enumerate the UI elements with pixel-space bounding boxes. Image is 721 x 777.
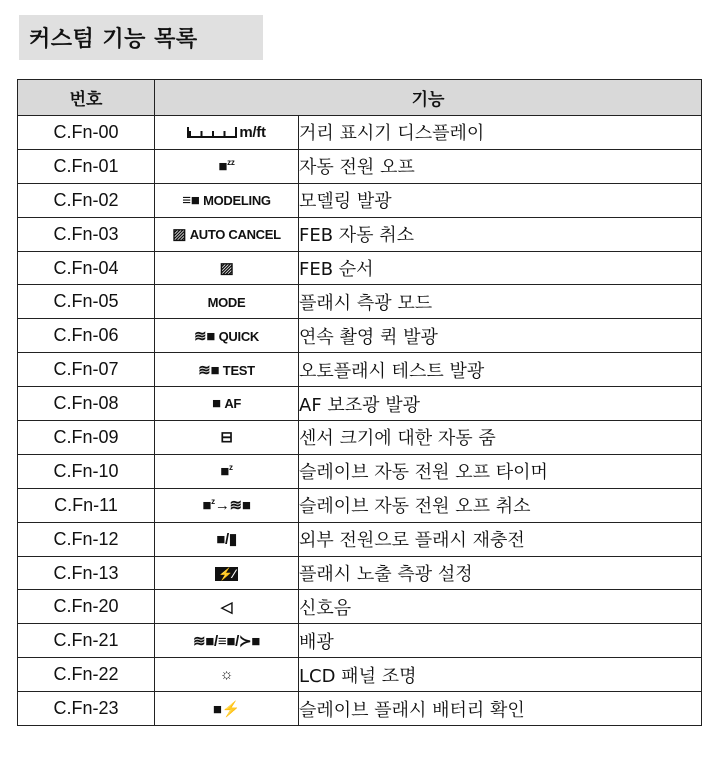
- fn-description: 외부 전원으로 플래시 재충전: [299, 522, 702, 556]
- custom-function-table: [17, 79, 702, 726]
- fn-code: C.Fn-21: [18, 624, 155, 658]
- feb-icon: ▨: [219, 260, 234, 277]
- header-number: 번호: [18, 80, 155, 116]
- fn-description: 플래시 측광 모드: [299, 285, 702, 319]
- fn-description: 슬레이브 플래시 배터리 확인: [299, 692, 702, 726]
- table-row: [18, 285, 702, 319]
- fn-code: C.Fn-03: [18, 217, 155, 251]
- table-row: [18, 183, 702, 217]
- modeling-flash-icon: ≡■: [182, 191, 200, 209]
- fn-icon-cell: [155, 590, 299, 624]
- fn-code: C.Fn-06: [18, 319, 155, 353]
- fn-icon-cell: [155, 454, 299, 488]
- fn-icon-cell: [155, 319, 299, 353]
- table-header-row: [18, 80, 702, 116]
- fn-description: 오토플래시 테스트 발광: [299, 353, 702, 387]
- table-row: [18, 556, 702, 590]
- fn-icon-cell: [155, 251, 299, 285]
- table-row: [18, 658, 702, 692]
- flash-exposure-metering-icon: ⚡⁄: [215, 567, 237, 581]
- icon-label: AF: [224, 396, 242, 412]
- fn-code: C.Fn-10: [18, 454, 155, 488]
- icon-label: MODELING: [203, 192, 271, 208]
- fn-code: C.Fn-23: [18, 692, 155, 726]
- fn-description: 슬레이브 자동 전원 오프 타이머: [299, 454, 702, 488]
- fn-icon-cell: [155, 658, 299, 692]
- fn-code: C.Fn-12: [18, 522, 155, 556]
- table-row: [18, 488, 702, 522]
- table-row: [18, 116, 702, 150]
- fn-icon-cell: [155, 149, 299, 183]
- table-row: [18, 149, 702, 183]
- fn-description: 신호음: [299, 590, 702, 624]
- fn-description: AF 보조광 발광: [299, 387, 702, 421]
- icon-label: TEST: [222, 362, 255, 378]
- fn-code: C.Fn-04: [18, 251, 155, 285]
- quick-flash-icon: ≋■: [193, 327, 216, 345]
- page-title-box: [19, 15, 263, 60]
- fn-description: 배광: [299, 624, 702, 658]
- fn-icon-cell: [155, 522, 299, 556]
- table-row: [18, 251, 702, 285]
- fn-code: C.Fn-20: [18, 590, 155, 624]
- fn-icon-cell: [155, 488, 299, 522]
- distance-scale-icon: [187, 127, 237, 138]
- fn-code: C.Fn-01: [18, 149, 155, 183]
- fn-code: C.Fn-09: [18, 421, 155, 455]
- table-row: [18, 319, 702, 353]
- fn-code: C.Fn-13: [18, 556, 155, 590]
- lcd-illumination-icon: ☼: [219, 666, 234, 684]
- fn-code: C.Fn-11: [18, 488, 155, 522]
- fn-description: 자동 전원 오프: [299, 149, 702, 183]
- table-row: [18, 421, 702, 455]
- fn-icon-cell: [155, 116, 299, 150]
- icon-label: MODE: [207, 294, 246, 310]
- table-row: [18, 624, 702, 658]
- fn-code: C.Fn-07: [18, 353, 155, 387]
- fn-description: FEB 자동 취소: [299, 217, 702, 251]
- test-flash-icon: ≋■: [198, 361, 220, 379]
- icon-label: QUICK: [218, 328, 259, 344]
- table-row: [18, 387, 702, 421]
- fn-description: 플래시 노출 측광 설정: [299, 556, 702, 590]
- table-row: [18, 217, 702, 251]
- fn-description: 센서 크기에 대한 자동 줌: [299, 421, 702, 455]
- fn-code: C.Fn-05: [18, 285, 155, 319]
- fn-description: LCD 패널 조명: [299, 658, 702, 692]
- fn-icon-cell: [155, 421, 299, 455]
- fn-code: C.Fn-02: [18, 183, 155, 217]
- table-row: [18, 454, 702, 488]
- feb-icon: ▨: [172, 226, 187, 244]
- table-row: [18, 692, 702, 726]
- slave-sleep-icon: ■$^z$: [220, 462, 233, 480]
- header-function: 기능: [155, 80, 702, 116]
- table-row: [18, 353, 702, 387]
- page-title: 커스텀 기능 목록: [29, 27, 198, 52]
- fn-icon-cell: [155, 217, 299, 251]
- fn-description: 슬레이브 자동 전원 오프 취소: [299, 488, 702, 522]
- flash-sleep-icon: ■$^{zz}$: [218, 157, 235, 175]
- fn-icon-cell: [155, 556, 299, 590]
- fn-icon-cell: [155, 387, 299, 421]
- table-row: [18, 590, 702, 624]
- sensor-size-icon: ⊟: [220, 429, 233, 447]
- fn-icon-cell: [155, 183, 299, 217]
- fn-code: C.Fn-08: [18, 387, 155, 421]
- fn-description: FEB 순서: [299, 251, 702, 285]
- fn-icon-cell: [155, 624, 299, 658]
- table-row: [18, 522, 702, 556]
- icon-label: AUTO CANCEL: [189, 227, 281, 243]
- af-assist-icon: ■: [211, 395, 221, 413]
- fn-icon-cell: [155, 353, 299, 387]
- speaker-icon: ◁: [220, 598, 233, 616]
- external-power-icon: ■/▮: [216, 531, 237, 549]
- fn-description: 모델링 발광: [299, 183, 702, 217]
- fn-code: C.Fn-22: [18, 658, 155, 692]
- icon-label: m/ft: [239, 123, 266, 141]
- light-distribution-icon: ≋■/≡■/≻■: [192, 632, 260, 650]
- slave-sleep-cancel-icon: ■$^z$→≋■: [202, 497, 251, 515]
- fn-description: 거리 표시기 디스플레이: [299, 116, 702, 150]
- fn-icon-cell: [155, 692, 299, 726]
- fn-description: 연속 촬영 퀵 발광: [299, 319, 702, 353]
- fn-icon-cell: [155, 285, 299, 319]
- fn-code: C.Fn-00: [18, 116, 155, 150]
- slave-battery-icon: ■⚡: [212, 700, 241, 718]
